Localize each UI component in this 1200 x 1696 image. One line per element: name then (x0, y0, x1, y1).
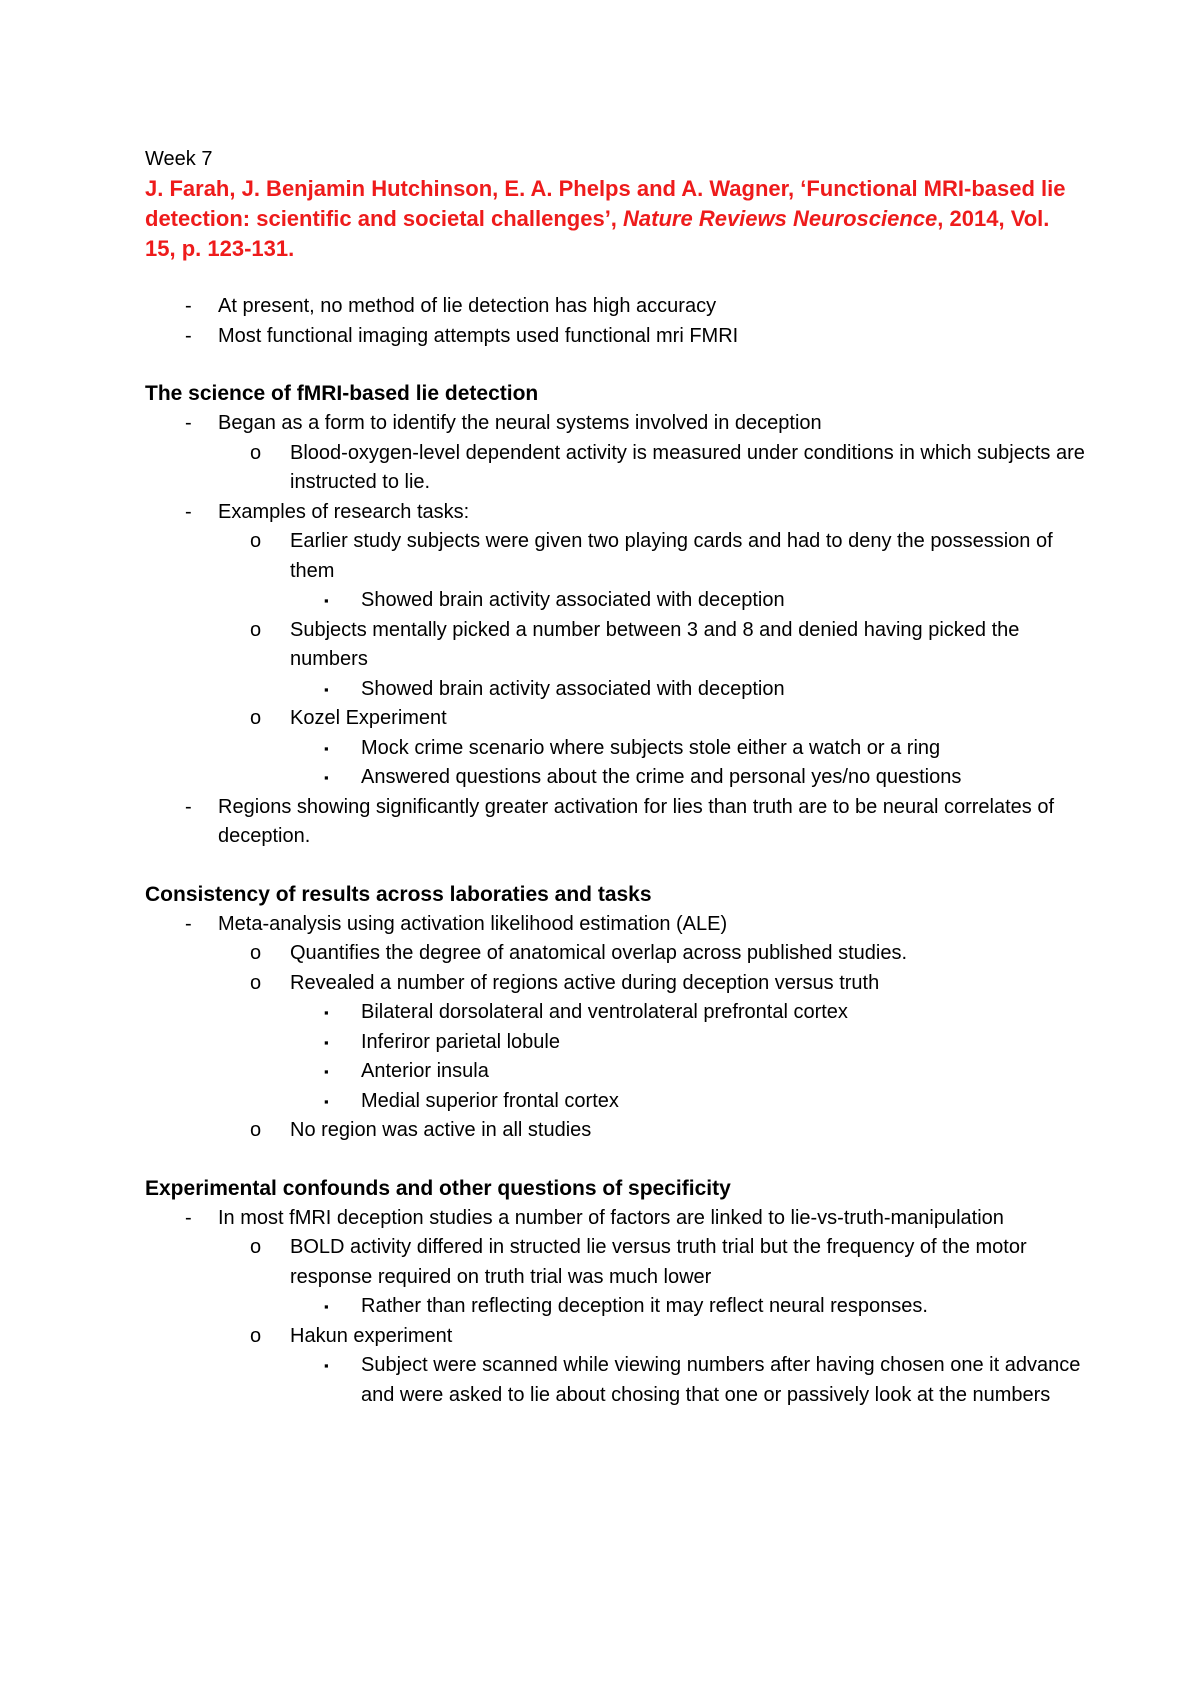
list-item: o No region was active in all studies (218, 1116, 1085, 1146)
list-item: ▪ Answered questions about the crime and personal yes/no questions (290, 763, 1085, 793)
section-fmri-science (145, 379, 1085, 852)
citation-authors-title: J. Farah, J. Benjamin Hutchinson, E. A. Phelps and A. Wagner, ‘Functional MRI-based lie detection: scientific and societal challenges’, (145, 176, 1066, 231)
circle-bullet-icon: o (250, 707, 262, 729)
list-item: - Began as a form to identify the neural systems involved in deception o Blood-oxygen-level dependent activity is measured under conditions in which subjects are instructed to lie. (145, 409, 1085, 498)
list-item: ▪ Inferiror parietal lobule (290, 1028, 1085, 1058)
section-heading: The science of fMRI-based lie detection (145, 382, 539, 405)
citation (145, 174, 1085, 264)
square-bullet-icon: ▪ (324, 1034, 329, 1050)
square-bullet-icon: ▪ (324, 770, 329, 785)
list-item: o BOLD activity differed in structed lie versus truth trial but the frequency of the motor response required on truth trial was much lower ▪ Rather than reflecting deception it may reflect neural responses. (218, 1233, 1085, 1322)
section-consistency (145, 880, 1085, 1146)
square-bullet-icon: ▪ (324, 593, 329, 608)
square-bullet-icon: ▪ (324, 1064, 329, 1079)
circle-bullet-icon: o (250, 530, 262, 552)
list-item: - Examples of research tasks: o Earlier study subjects were given two playing cards and had to deny the possession of them ▪ Showed brain activity associated with deception o Subjects mentally picked a number between 3 and 8 and denied having picked the numbers ▪ Showed brain activity associated with deception o Kozel Experiment ▪ Mock crime scenario where subjects stole either a watch or a ring ▪ Answered questions about the crime and personal yes/no questions (145, 498, 1085, 793)
square-bullet-icon: ▪ (324, 1005, 329, 1020)
square-bullet-icon: ▪ (324, 1299, 329, 1314)
document-page (145, 144, 1085, 1438)
dash-marker: - (185, 912, 192, 935)
list-item: - Meta-analysis using activation likelihood estimation (ALE) o Quantifies the degree of anatomical overlap across published studies. o Revealed a number of regions active during deception versus truth ▪ Bilateral dorsolateral and ventrolateral prefrontal cortex ▪ Inferiror parietal lobule ▪ Anterior insula ▪ Medial superior frontal cortex o No region was active in all studies (145, 910, 1085, 1146)
list-item: o Kozel Experiment ▪ Mock crime scenario where subjects stole either a watch or a ring ▪ Answered questions about the crime and personal yes/no questions (218, 704, 1085, 793)
citation-journal: Nature Reviews Neuroscience (623, 206, 938, 231)
dash-marker: - (185, 295, 192, 317)
circle-bullet-icon: o (250, 1236, 262, 1258)
list-item: ▪ Rather than reflecting deception it may reflect neural responses. (290, 1292, 1085, 1322)
square-bullet-icon: ▪ (324, 740, 329, 756)
section-heading: Experimental confounds and other questions of specificity (145, 1176, 731, 1200)
circle-bullet-icon: o (250, 1324, 262, 1347)
dash-marker: - (185, 324, 192, 347)
dash-marker: - (185, 795, 192, 818)
circle-bullet-icon: o (250, 618, 262, 641)
list-item: o Hakun experiment ▪ Subject were scanned while viewing numbers after having chosen one it advance and were asked to lie about chosing that one or passively look at the numbers (218, 1322, 1085, 1411)
list-item: o Revealed a number of regions active during deception versus truth ▪ Bilateral dorsolateral and ventrolateral prefrontal cortex ▪ Inferiror parietal lobule ▪ Anterior insula ▪ Medial superior frontal cortex (218, 969, 1085, 1117)
citation-details: , 2014, Vol. 15, p. 123-131. (145, 206, 1050, 261)
list-item: o Blood-oxygen-level dependent activity is measured under conditions in which subjects are instructed to lie. (218, 439, 1085, 498)
list-item: o Earlier study subjects were given two playing cards and had to deny the possession of them ▪ Showed brain activity associated with deception (218, 527, 1085, 616)
list-item: - In most fMRI deception studies a number of factors are linked to lie-vs-truth-manipulation o BOLD activity differed in structed lie versus truth trial but the frequency of the motor response required on truth trial was much lower ▪ Rather than reflecting deception it may reflect neural responses. o Hakun experiment ▪ Subject were scanned while viewing numbers after having chosen one it advance and were asked to lie about chosing that one or passively look at the numbers (145, 1204, 1085, 1411)
list-item: ▪ Anterior insula (290, 1057, 1085, 1087)
square-bullet-icon: ▪ (324, 1358, 329, 1373)
list-item: ▪ Mock crime scenario where subjects stole either a watch or a ring (290, 734, 1085, 764)
section-heading: Consistency of results across laboraties and tasks (145, 882, 652, 906)
list-item: - Regions showing significantly greater activation for lies than truth are to be neural correlates of deception. (145, 793, 1085, 852)
square-bullet-icon: ▪ (324, 1093, 329, 1109)
section-confounds (145, 1174, 1085, 1411)
square-bullet-icon: ▪ (324, 681, 329, 697)
list-item: - At present, no method of lie detection has high accuracy (145, 292, 1085, 322)
list-item: ▪ Subject were scanned while viewing numbers after having chosen one it advance and were asked to lie about chosing that one or passively look at the numbers (290, 1351, 1085, 1410)
list-item: ▪ Showed brain activity associated with deception (290, 675, 1085, 705)
circle-bullet-icon: o (250, 441, 262, 464)
intro-list (145, 292, 1085, 351)
circle-bullet-icon: o (250, 1119, 262, 1141)
dash-marker: - (185, 412, 192, 434)
list-item: ▪ Medial superior frontal cortex (290, 1087, 1085, 1117)
week-label: Week 7 (145, 148, 213, 170)
circle-bullet-icon: o (250, 971, 262, 994)
list-item: - Most functional imaging attempts used functional mri FMRI (145, 322, 1085, 352)
dash-marker: - (185, 500, 192, 523)
dash-marker: - (185, 1206, 192, 1229)
list-item: o Subjects mentally picked a number between 3 and 8 and denied having picked the numbers ▪ Showed brain activity associated with deception (218, 616, 1085, 705)
list-item: ▪ Showed brain activity associated with deception (290, 586, 1085, 616)
circle-bullet-icon: o (250, 942, 262, 964)
list-item: o Quantifies the degree of anatomical overlap across published studies. (218, 939, 1085, 969)
list-item: ▪ Bilateral dorsolateral and ventrolateral prefrontal cortex (290, 998, 1085, 1028)
